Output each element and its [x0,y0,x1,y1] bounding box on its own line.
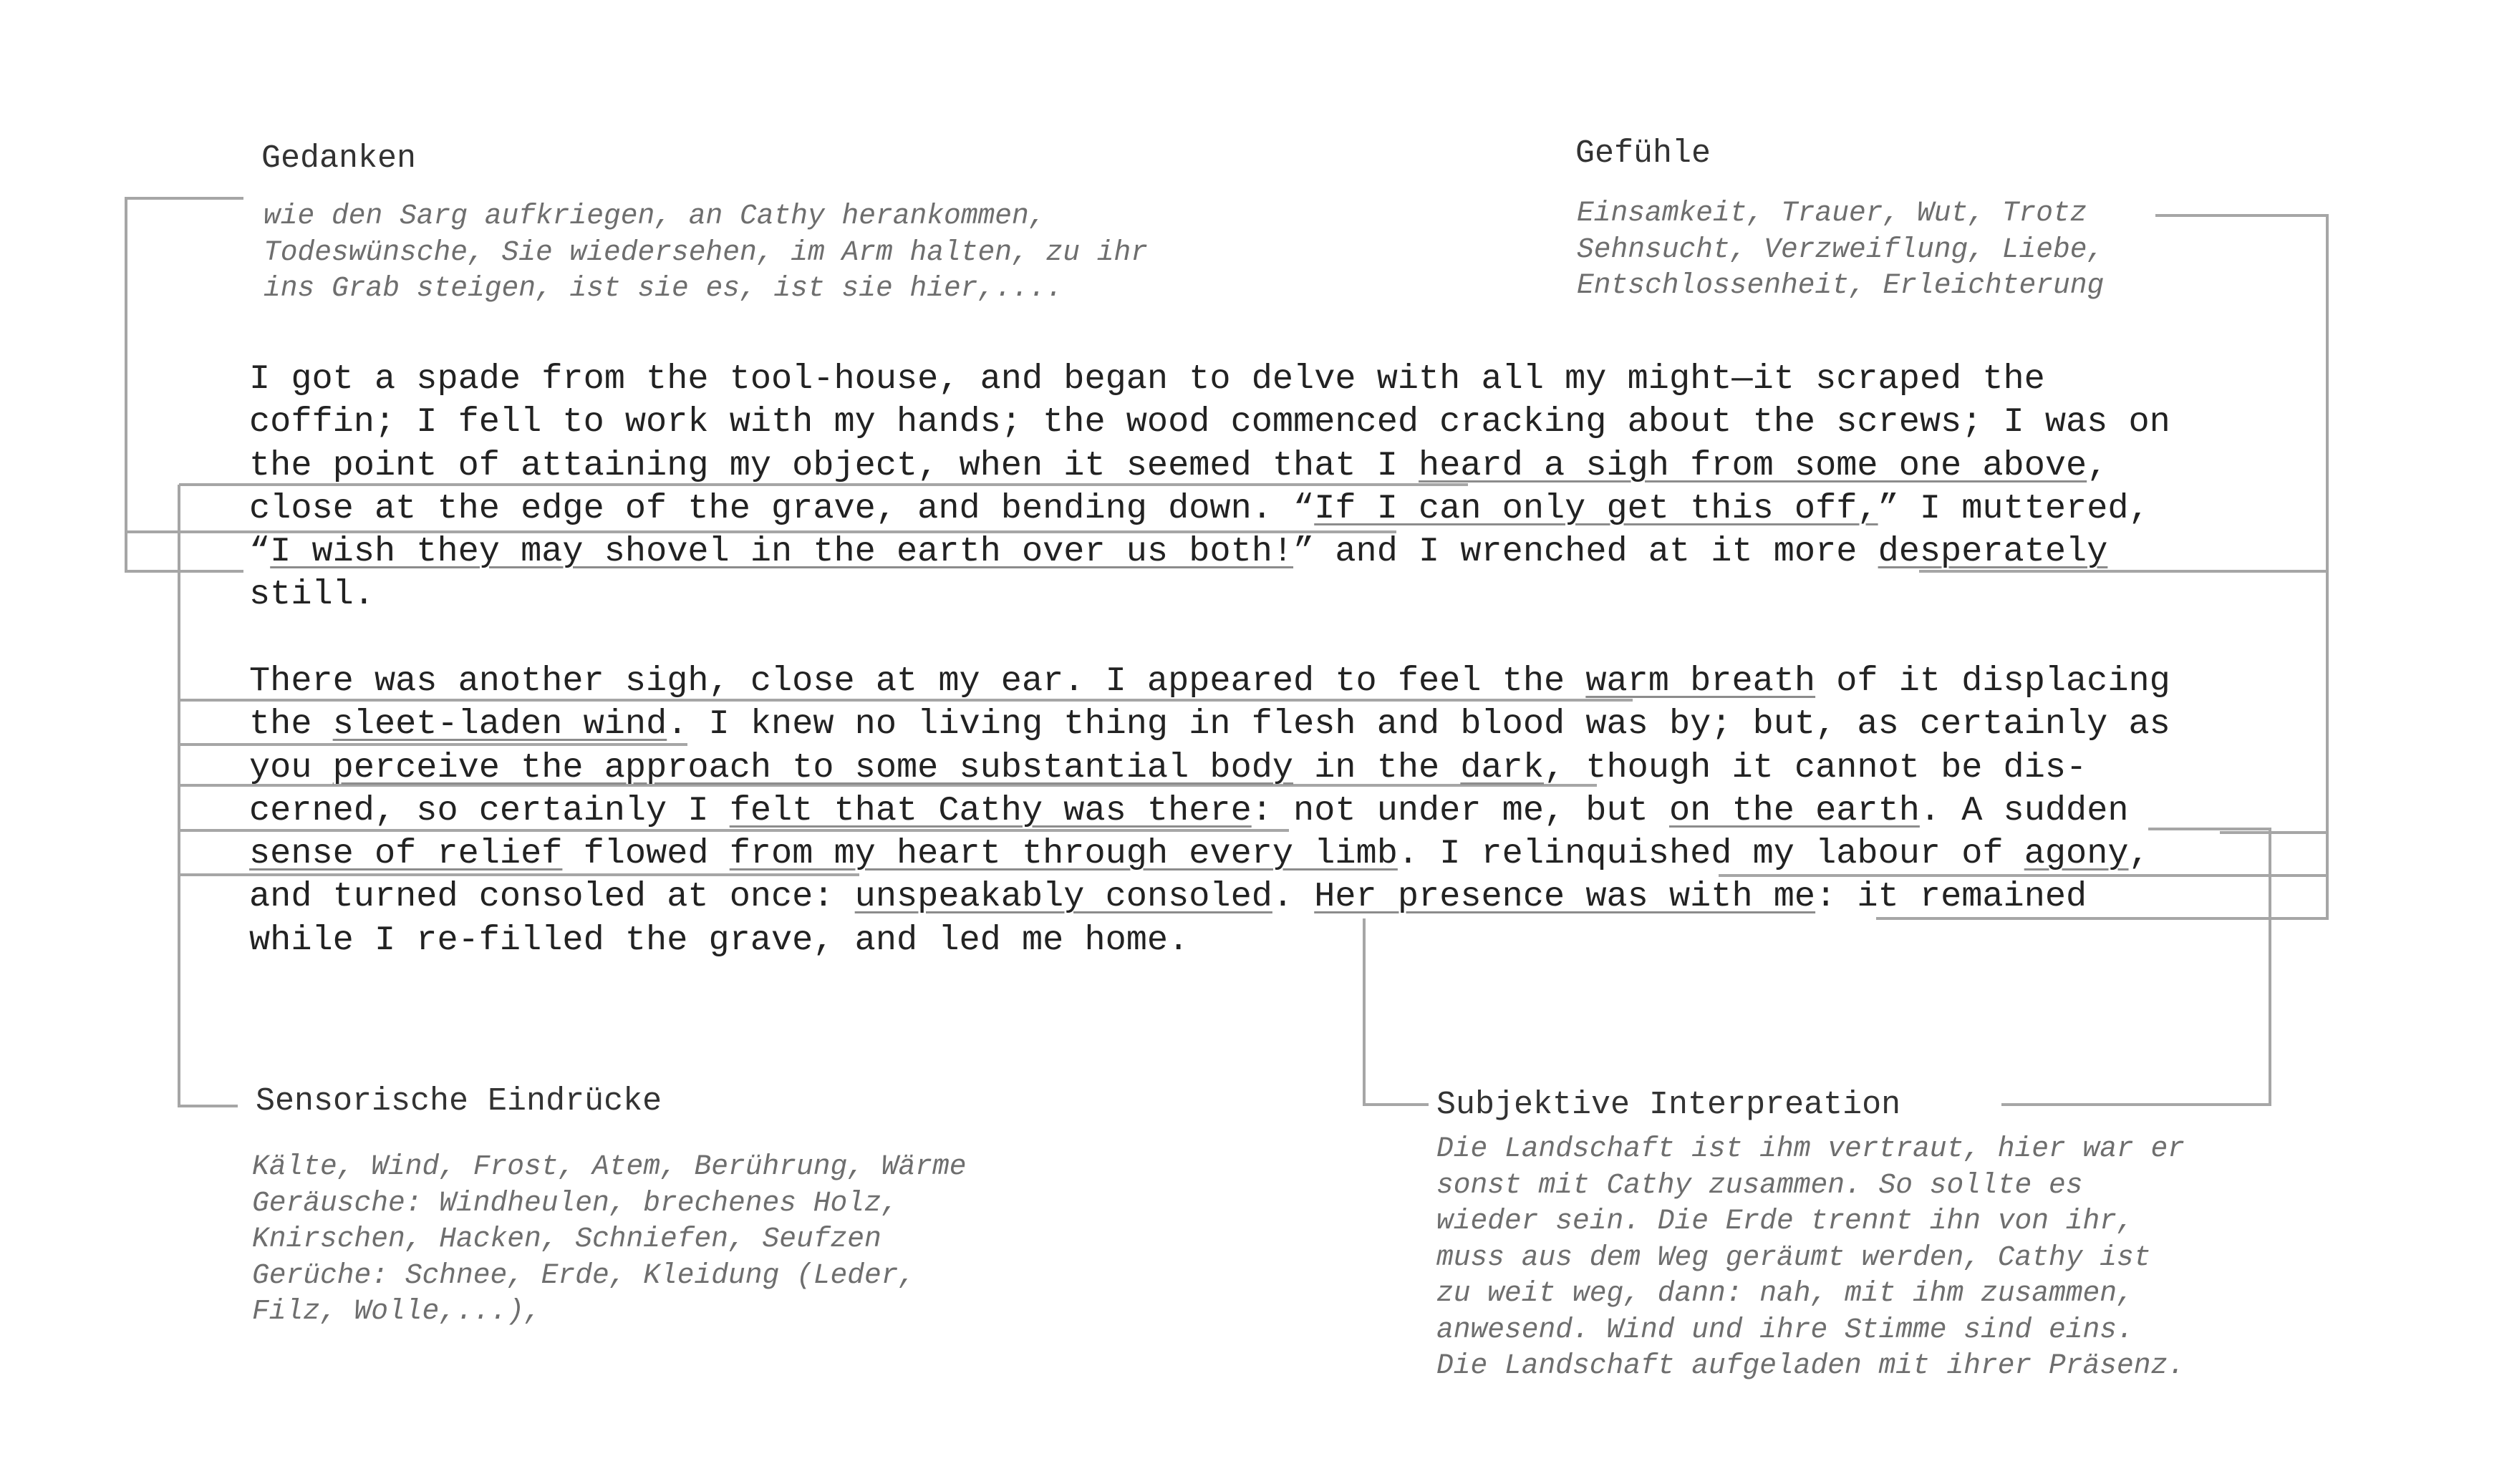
gedanken-heading: Gedanken [261,140,417,177]
passage-line [249,660,2269,703]
gefuehle-heading: Gefühle [1575,135,1711,172]
passage-line [249,445,2269,488]
underlined-phrase: Her presence was with me [1314,877,1816,917]
gedanken-note-line: wie den Sarg aufkriegen, an Cathy herankommen, [264,200,1046,232]
text-segment: flowed [562,834,730,874]
subjektiv-note-line: muss aus dem Weg geräumt werden, Cathy ist [1436,1241,2151,1274]
passage-line [249,876,2269,918]
text-segment: . I relinquished my labour of [1397,834,2024,874]
text-segment: cerned, so certainly I [249,790,730,830]
passage-line [249,530,2269,573]
gefuehle-note [1577,195,2104,304]
text-segment: of it displacing [1815,661,2170,701]
gefuehle-note-line: Einsamkeit, Trauer, Wut, Trotz [1577,197,2087,229]
underlined-phrase: I wish they may shovel in the earth over us both! [270,532,1294,572]
subjektiv-note-line: Die Landschaft aufgeladen mit ihrer Präsenz. [1436,1349,2185,1382]
subjektiv-note [1436,1131,2185,1384]
underlined-phrase: sleet-laden wind [332,704,667,745]
subjektiv-heading: Subjektive Interpreation [1436,1087,1901,1123]
text-segment: I got a spade from the tool-house, and began to delve with all my might—it scraped the [249,359,2045,399]
text-segment: “ [249,532,271,572]
text-segment: and turned consoled at once: [249,877,855,917]
text-segment: coffin; I fell to work with my hands; the wood commenced cracking about the screws; I was on [249,402,2170,442]
sensorisch-note-line: Knirschen, Hacken, Schniefen, Seufzen [252,1223,881,1255]
underlined-phrase: If I can only get this off, [1314,488,1878,528]
underlined-phrase: on the earth [1668,790,1920,830]
passage-line [249,488,2269,530]
text-segment: , [2087,445,2108,485]
text-segment: close at the edge of the grave, and bending down. “ [249,488,1315,528]
passage-paragraph-2 [249,660,2269,962]
text-segment: the point of attaining my object, when it seemed that I [249,445,1419,485]
text-segment: : not under me, but [1251,790,1669,830]
underlined-phrase: agony [2024,834,2129,874]
passage-line [249,833,2269,876]
underlined-phrase: desperately [1878,532,2108,572]
sensorisch-note-line: Filz, Wolle,...), [252,1295,541,1327]
underlined-phrase: heard a sigh from some one above [1419,445,2087,485]
text-segment: , [2128,834,2150,874]
passage-line [249,703,2269,746]
sensorisch-note [252,1149,967,1330]
sensorisch-note-line: Kälte, Wind, Frost, Atem, Berührung, Wärme [252,1150,967,1183]
passage-line [249,573,2269,616]
underlined-phrase: from my heart through every limb [729,834,1398,874]
text-segment: in the [1293,747,1461,787]
underlined-phrase: felt that Cathy was there [729,790,1252,830]
gedanken-connector [126,198,243,571]
passage-line [249,790,2269,833]
passage-line [249,919,2269,962]
underlined-phrase: sense of relief [249,834,563,874]
underlined-phrase: warm breath [1585,661,1816,701]
sensorisch-note-line: Gerüche: Schnee, Erde, Kleidung (Leder, [252,1259,916,1291]
text-segment: . I knew no living thing in flesh and blood was by; but, as certainly as [667,704,2170,745]
passage-line [249,747,2269,790]
text-segment: the [249,704,333,745]
gedanken-note [264,198,1148,307]
sensorisch-heading: Sensorische Eindrücke [256,1083,662,1120]
text-segment: . A sudden [1919,790,2129,830]
gedanken-note-line: ins Grab steigen, ist sie es, ist sie hier,.... [264,272,1063,304]
text-segment: . [1272,877,1315,917]
passage-line [249,401,2269,444]
gefuehle-note-line: Sehnsucht, Verzweiflung, Liebe, [1577,233,2105,266]
text-segment: : it remained [1815,877,2087,917]
subjektiv-note-line: sonst mit Cathy zusammen. So sollte es [1436,1168,2083,1201]
sensorisch-connector [179,485,238,1106]
text-segment: still. [249,575,375,615]
underlined-phrase: unspeakably consoled [854,877,1272,917]
text-segment: while I re-filled the grave, and led me home. [249,920,1189,960]
subjektiv-note-line: zu weit weg, dann: nah, mit ihm zusammen, [1436,1277,2134,1309]
passage-line [249,358,2269,401]
text-segment: There was another sigh, close at my ear. I appeared to feel the [249,661,1586,701]
text-segment: you [249,747,333,787]
underlined-phrase: perceive the approach to some substantial body [332,747,1294,787]
subjektiv-note-line: Die Landschaft ist ihm vertraut, hier war er [1436,1133,2185,1165]
subjektiv-note-line: anwesend. Wind und ihre Stimme sind eins. [1436,1313,2134,1346]
text-segment: ” and I wrenched at it more [1293,532,1878,572]
subjektiv-note-line: wieder sein. Die Erde trennt ihn von ihr, [1436,1205,2134,1237]
text-segment: , though it cannot be dis- [1544,747,2087,787]
passage-paragraph-1 [249,358,2269,617]
gedanken-note-line: Todeswünsche, Sie wiedersehen, im Arm halten, zu ihr [264,236,1149,268]
underlined-phrase: dark [1460,747,1545,787]
sensorisch-note-line: Geräusche: Windheulen, brechenes Holz, [252,1186,899,1219]
text-segment: ” I muttered, [1878,488,2150,528]
gefuehle-note-line: Entschlossenheit, Erleichterung [1577,269,2105,301]
